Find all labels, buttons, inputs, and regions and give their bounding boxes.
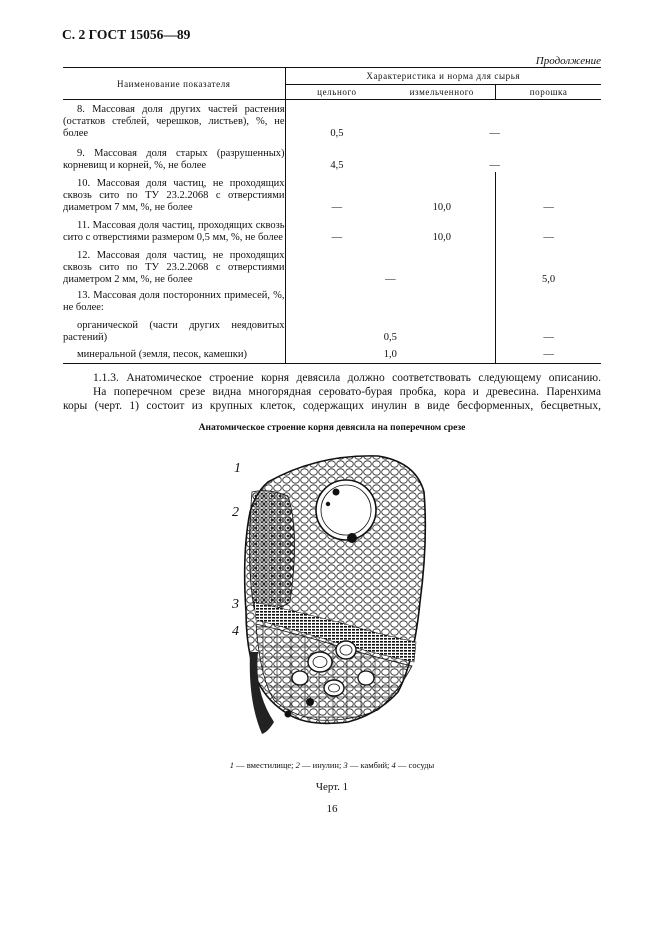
table-row bbox=[63, 140, 601, 172]
row-name: 12. Массовая доля частиц, не проходящих сквозь сито по ТУ 23.2.2068 с отверстиями диаметром 2 мм, %, не более bbox=[63, 244, 285, 286]
table-row bbox=[63, 244, 601, 286]
figure-label: 1 bbox=[234, 461, 241, 476]
legend-number: 4 bbox=[391, 760, 396, 770]
figure-title: Анатомическое строение корня девясила на поперечном срезе bbox=[198, 423, 466, 433]
row-name: минеральной (земля, песок, камешки) bbox=[63, 344, 285, 364]
value-merged: 0,5 bbox=[285, 314, 496, 344]
value-powder: 5,0 bbox=[542, 274, 556, 285]
legend-text: — инулин; bbox=[299, 760, 344, 770]
table-row bbox=[63, 214, 601, 244]
table-row bbox=[63, 344, 601, 364]
column-header-group: Характеристика и норма для сырья bbox=[285, 68, 601, 85]
legend-text: — сосуды bbox=[395, 760, 435, 770]
value-powder: — bbox=[543, 232, 554, 243]
page-header: С. 2 ГОСТ 15056—89 bbox=[62, 27, 191, 42]
value-powder: — bbox=[496, 344, 601, 364]
figure-label: 2 bbox=[232, 505, 239, 520]
page-number: 16 bbox=[326, 803, 338, 815]
paragraph: На поперечном срезе видна многорядная серовато-бурая пробка, кора и древесина. Паренхима bbox=[93, 386, 601, 398]
legend-text: — вместилище; bbox=[234, 760, 296, 770]
value-merged: — bbox=[489, 160, 500, 171]
row-name: 8. Массовая доля других частей растения (остатков стеблей, черешков, листьев), %, не более bbox=[63, 100, 285, 141]
value-whole: — bbox=[331, 202, 343, 213]
legend-number: 2 bbox=[295, 760, 300, 770]
row-name: 13. Массовая доля посторонних примесей, %, не более: bbox=[63, 286, 285, 314]
paragraph: коры (черт. 1) состоит из крупных клеток, содержащих инулин в виде бесформенных, бесцветных, bbox=[63, 400, 601, 412]
value-merged: — bbox=[285, 244, 496, 286]
row-name: 9. Массовая доля старых (разрушенных) корневищ и корней, %, не более bbox=[63, 140, 285, 172]
table-row bbox=[63, 286, 601, 314]
legend-text: — камбий; bbox=[347, 760, 392, 770]
paragraph: 1.1.3. Анатомическое строение корня девясила должно соответствовать следующему описанию. bbox=[93, 372, 601, 384]
column-header-whole: цельного bbox=[285, 85, 388, 100]
row-name: 10. Массовая доля частиц, не проходящих сквозь сито по ТУ 23.2.2068 с отверстиями диаметром 7 мм, %, не более bbox=[63, 172, 285, 214]
figure-number: Черт. 1 bbox=[315, 781, 349, 793]
value-powder: — bbox=[543, 332, 554, 343]
value-merged: — bbox=[489, 128, 500, 139]
table-row bbox=[63, 314, 601, 344]
value-powder: — bbox=[543, 202, 554, 213]
value-whole: 4,5 bbox=[330, 160, 344, 171]
continuation-label: Продолжение bbox=[535, 55, 601, 67]
row-name: органической (части других неядовитых растений) bbox=[63, 314, 285, 344]
table-row bbox=[63, 172, 601, 214]
value-whole: 0,5 bbox=[330, 128, 344, 139]
legend-number: 3 bbox=[343, 760, 348, 770]
value-cut: 10,0 bbox=[388, 172, 495, 214]
legend-number: 1 bbox=[229, 760, 235, 770]
value-whole: — bbox=[331, 232, 343, 243]
column-header-powder: порошка bbox=[496, 85, 601, 100]
row-name: 11. Массовая доля частиц, проходящих сквозь сито с отверстиями размером 0,5 мм, %, не более bbox=[63, 214, 285, 244]
value-merged: 1,0 bbox=[285, 344, 496, 364]
table-row bbox=[63, 100, 601, 141]
column-header-cut: измельченного bbox=[388, 85, 495, 100]
specification-table bbox=[63, 67, 601, 364]
figure-legend bbox=[63, 760, 601, 770]
root-cross-section-illustration bbox=[228, 452, 442, 752]
column-header-name: Наименование показателя bbox=[63, 68, 285, 100]
figure-label: 3 bbox=[232, 597, 239, 612]
figure-label: 4 bbox=[232, 624, 239, 639]
value-cut: 10,0 bbox=[388, 214, 495, 244]
